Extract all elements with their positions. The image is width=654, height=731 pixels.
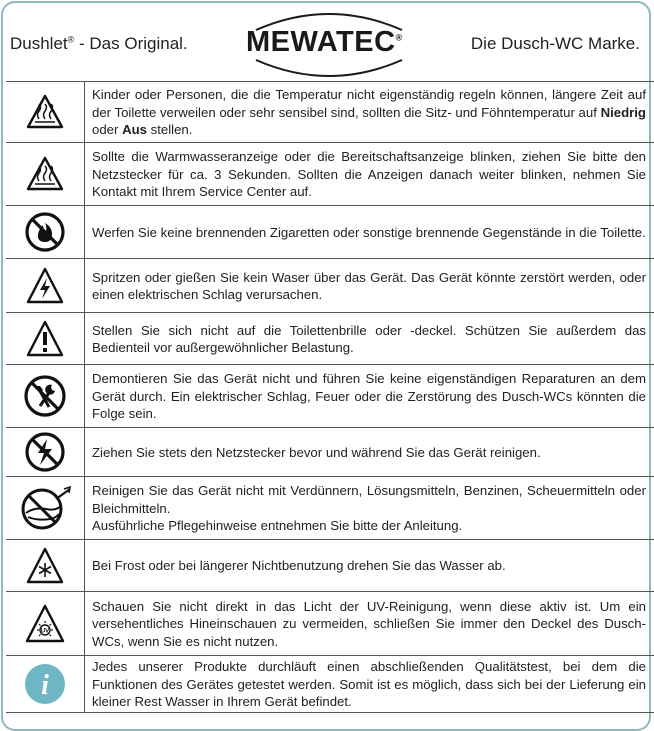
table-row xyxy=(6,540,654,592)
brand-dushlet: Dushlet® - Das Original. xyxy=(10,34,188,53)
header xyxy=(0,0,654,80)
table-row xyxy=(6,259,654,313)
electric-hazard-warning-icon xyxy=(6,259,85,312)
table-row xyxy=(6,477,654,540)
row-text: Jedes unserer Produkte durchläuft einen abschließenden Qualitätstest, bei dem die Funktionen des Gerätes getestet werden. Somit ist es möglich, dass sich bei der Lieferung ein kleiner Rest Wasser in Ihrem Gerät befindet. xyxy=(92,659,646,710)
info-icon xyxy=(6,656,85,712)
row-text: Werfen Sie keine brennenden Zigaretten oder sonstige brennende Gegenstände in die Toilette. xyxy=(92,224,646,240)
row-text: Reinigen Sie das Gerät nicht mit Verdünnern, Lösungsmitteln, Benzinen, Scheuermitteln oder Bleichmitteln. Ausführliche Pflegehinweise entnehmen Sie bitte der Anleitung. xyxy=(92,483,646,534)
table-row xyxy=(6,656,654,713)
row-text: Spritzen oder gießen Sie kein Waser über das Gerät. Das Gerät könnte zerstört werden, oder einen elektrischen Schlag verursachen. xyxy=(92,269,646,302)
row-text: Bei Frost oder bei längerer Nichtbenutzung drehen Sie das Wasser ab. xyxy=(92,558,506,574)
frost-warning-icon xyxy=(6,540,85,591)
table-row xyxy=(6,143,654,206)
no-disassembly-icon xyxy=(6,365,85,427)
uv-light-warning-icon xyxy=(6,592,85,655)
general-warning-icon xyxy=(6,313,85,364)
table-row xyxy=(6,592,654,656)
row-text: Kinder oder Personen, die die Temperatur nicht eigenständig regeln können, längere Zeit auf der Toilette verweilen oder sehr sensibel sind, sollten die Sitz- und Föhntemperatur auf Niedrig oder Aus stellen. xyxy=(92,87,646,138)
table-row xyxy=(6,365,654,428)
safety-table xyxy=(6,81,654,713)
hot-surface-warning-icon xyxy=(6,82,85,142)
table-row xyxy=(6,428,654,477)
no-open-flame-icon xyxy=(6,206,85,258)
mewatec-logo: MEWATEC® xyxy=(238,6,420,78)
row-text: Ziehen Sie stets den Netzstecker bevor und während Sie das Gerät reinigen. xyxy=(92,444,541,460)
row-text: Stellen Sie sich nicht auf die Toilettenbrille oder -deckel. Schützen Sie außerdem das Bedienteil vor außergewöhnlicher Belastung. xyxy=(92,322,646,355)
table-row xyxy=(6,206,654,259)
no-chemical-cleaners-icon xyxy=(6,477,85,539)
table-row xyxy=(6,313,654,365)
info-glyph: i xyxy=(41,670,49,701)
tagline: Die Dusch-WC Marke. xyxy=(470,34,640,53)
row-text: Schauen Sie nicht direkt in das Licht der UV-Reinigung, wenn diese aktiv ist. Um ein versehentliches Hineinschauen zu vermeiden, schließen Sie immer den Deckel des Dusch-WCs, wenn Sie es nicht nutzen. xyxy=(92,598,646,649)
hot-surface-warning-icon xyxy=(6,143,85,205)
uv-label: UV xyxy=(40,628,50,634)
row-text: Demontieren Sie das Gerät nicht und führen Sie keine eigenständigen Reparaturen an dem Gerät durch. Ein elektrischer Schlag, Feuer oder die Zerstörung des Dusch-WCs könnten die Folge sein. xyxy=(92,371,646,422)
table-row xyxy=(6,82,654,143)
unplug-before-cleaning-icon xyxy=(6,428,85,476)
row-text: Sollte die Warmwasseranzeige oder die Bereitschaftsanzeige blinken, ziehen Sie bitte den Netzstecker für ca. 3 Sekunden. Sollten die Anzeigen danach weiter blinken, nehmen Sie Kontakt mit Ihrem Service Center auf. xyxy=(92,149,646,200)
